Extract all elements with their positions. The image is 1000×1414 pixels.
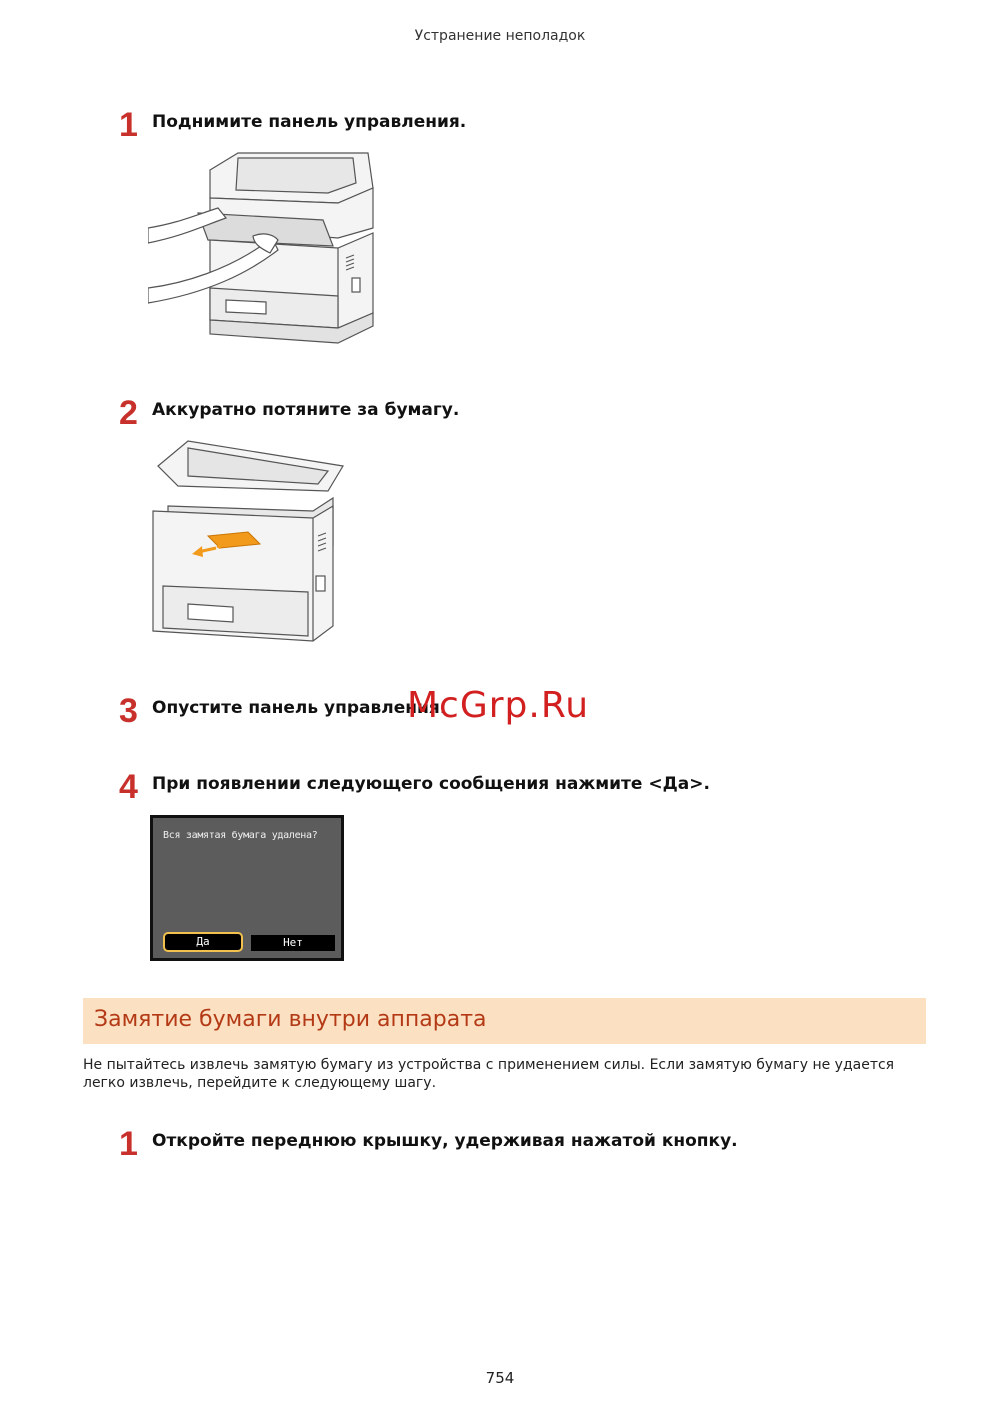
section-step-number-1: 1: [119, 1125, 138, 1163]
page-header-title: Устранение неполадок: [414, 28, 586, 44]
step-text-1: Поднимите панель управления.: [152, 112, 467, 132]
printer-raise-panel-illustration: [148, 148, 380, 360]
step-number-2: 2: [119, 394, 138, 432]
no-button[interactable]: Нет: [251, 935, 335, 951]
printer-pull-paper-illustration: [148, 436, 348, 658]
yes-button[interactable]: Да: [163, 932, 243, 952]
watermark: McGrp.Ru: [407, 685, 590, 726]
section-title: Замятие бумаги внутри аппарата: [94, 1007, 487, 1032]
section-step-text-1: Откройте переднюю крышку, удерживая нажатой кнопку.: [152, 1131, 738, 1151]
step-number-4: 4: [119, 768, 138, 806]
section-body-text: Не пытайтесь извлечь замятую бумагу из устройства с применением силы. Если замятую бумагу не удается легко извлечь, перейдите к следующему шагу.: [83, 1057, 895, 1091]
page-number: 754: [485, 1369, 515, 1387]
device-screen: [153, 818, 341, 958]
section-heading-bar: [83, 998, 926, 1044]
screen-message: Вся замятая бумага удалена?: [163, 830, 318, 841]
step-number-1: 1: [119, 106, 138, 144]
step-text-4: При появлении следующего сообщения нажмите <Да>.: [152, 774, 710, 794]
step-text-3: Опустите панель управления.: [152, 698, 447, 718]
device-screen-illustration: [150, 815, 344, 961]
step-text-2: Аккуратно потяните за бумагу.: [152, 400, 460, 420]
step-number-3: 3: [119, 692, 138, 730]
